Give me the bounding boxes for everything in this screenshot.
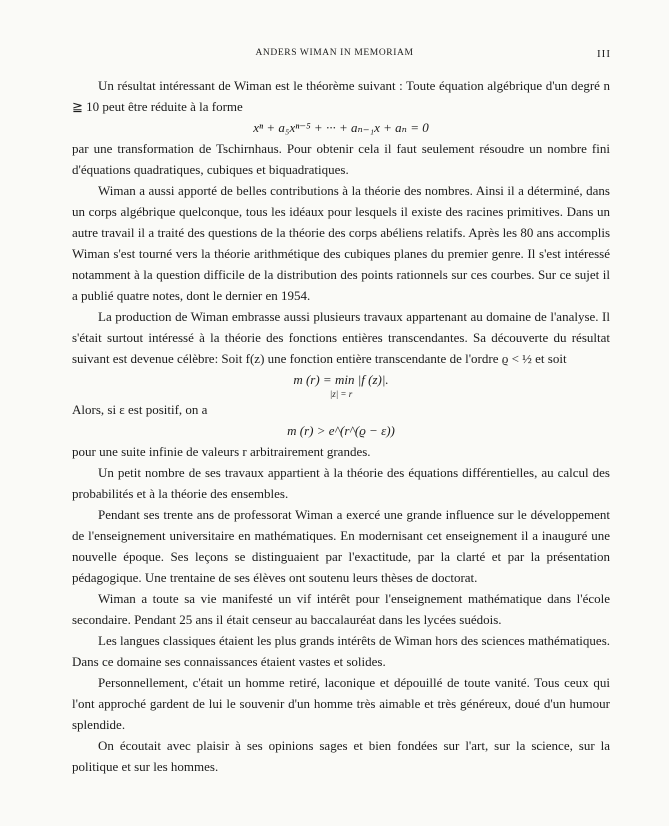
- paragraph-3-analysis: La production de Wiman embrasse aussi plusieurs travaux appartenant au domaine de l'analyse. Il s'était surtout intéressé à la théorie des fonctions entières transcendantes. Sa découverte du résultat suivant est devenue célèbre: Soit f(z) une fonction entière transcendante de l'ordre ϱ < ½ et soit: [72, 309, 610, 366]
- running-header: [0, 48, 669, 58]
- paragraph-9-opinions: On écoutait avec plaisir à ses opinions sages et bien fondées sur l'art, sur la science, sur la politique et sur les hommes.: [72, 738, 610, 774]
- running-title: ANDERS WIMAN IN MEMORIAM: [255, 48, 414, 58]
- alors-text: Alors, si ε est positif, on a: [72, 402, 208, 417]
- paragraph-1-conclusion: par une transformation de Tschirnhaus. Pour obtenir cela il faut seulement résoudre un nombre fini d'équations quadratiques, cubiques et biquadratiques.: [72, 141, 610, 177]
- paragraph-6-secondary-school: Wiman a toute sa vie manifesté un vif intérêt pour l'enseignement mathématique dans l'école secondaire. Pendant 25 ans il était censeur au baccalauréat dans les lycées suédois.: [72, 591, 610, 627]
- paragraph-4-other-works: Un petit nombre de ses travaux appartient à la théorie des équations différentielles, au calcul des probabilités et à la théorie des ensembles.: [72, 465, 610, 501]
- paragraph-7-classics: Les langues classiques étaient les plus grands intérêts de Wiman hors des sciences mathématiques. Dans ce domaine ses connaissances étaient vastes et solides.: [72, 633, 610, 669]
- paragraph-3-conclusion: pour une suite infinie de valeurs r arbitrairement grandes.: [72, 444, 371, 459]
- paragraph-1-intro: Un résultat intéressant de Wiman est le théorème suivant : Toute équation algébrique d'un degré n ≧ 10 peut être réduite à la forme: [72, 78, 610, 114]
- paragraph-8-personality: Personnellement, c'était un homme retiré, laconique et dépouillé de toute vanité. Tous ceux qui l'ont approché gardent de lui le souvenir d'un homme très aimable et très généreux, doué d'un humour splendide.: [72, 675, 610, 732]
- paragraph-2-number-theory: Wiman a aussi apporté de belles contributions à la théorie des nombres. Ainsi il a déterminé, dans un corps algébrique quelconque, tous les idéaux pour lesquels il existe des racines primitives. Dans un autre travail il a traité des questions de la théorie des corps abéliens relatifs. Après les 80 ans accomplis Wiman s'est tourné vers la théorie arithmétique des cubiques planes du premier genre. Il s'est intéressé notamment à la question difficile de la distribution des points rationnels sur ces courbes. Sur ce sujet il a publié quatre notes, dont le dernier en 1954.: [72, 183, 610, 303]
- page-number: III: [597, 48, 611, 60]
- equation-min-subscript: |z| = r: [329, 389, 353, 399]
- paragraph-5-teaching: Pendant ses trente ans de professorat Wiman a exercé une grande influence sur le développement de l'enseignement universitaire en mathématiques. En modernisant cet enseignement il a inauguré une nouvelle époque. Ses leçons se distinguaient par l'exactitude, par la clarté et par la présentation pédagogique. Une trentaine de ses élèves ont soutenu leurs thèses de doctorat.: [72, 507, 610, 585]
- equation-growth-inequality: m (r) > e^(r^(ϱ − ε)): [287, 423, 395, 438]
- body-text: [72, 75, 610, 777]
- equation-min-modulus: m (r) = min |f (z)|.: [293, 372, 389, 387]
- equation-reduced-form: xⁿ + a₅xⁿ⁻⁵ + ··· + aₙ₋₁x + aₙ = 0: [253, 120, 429, 135]
- equation-min-subscript-row: [72, 384, 610, 399]
- alors-row: [72, 399, 610, 420]
